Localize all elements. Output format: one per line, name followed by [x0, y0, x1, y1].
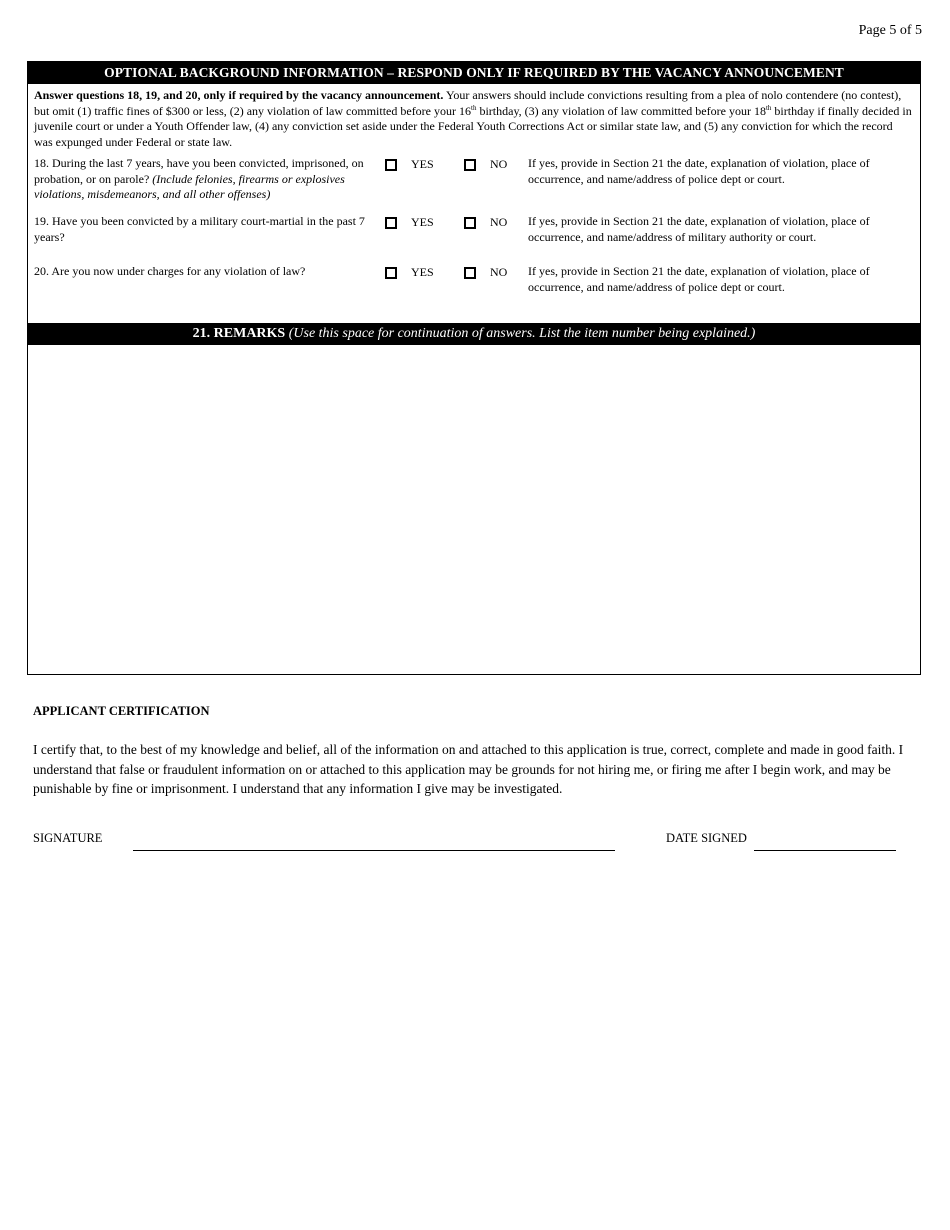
- signature-line[interactable]: [133, 850, 615, 851]
- question-18-yes-label: YES: [411, 157, 434, 172]
- instructions-text-3: birthday if finally decided in juvenile court or under a Youth Offender law, (4) any conviction set aside under the Federal Youth Corrections Act or similar state law, and (5) any conviction for which the record was expunged under Federal or state law.: [34, 103, 912, 149]
- remarks-header: [28, 323, 920, 345]
- remarks-instruction: (Use this space for continuation of answers. List the item number being explained.): [288, 326, 756, 341]
- instructions-text-2: birthday, (3) any violation of law committed before your 18: [476, 103, 766, 118]
- section-header: OPTIONAL BACKGROUND INFORMATION – RESPOND ONLY IF REQUIRED BY THE VACANCY ANNOUNCEMENT: [28, 62, 920, 84]
- question-19-no-label: NO: [490, 215, 508, 230]
- question-19-note: If yes, provide in Section 21 the date, explanation of violation, place of occurrence, and name/address of military authority or court.: [528, 214, 870, 244]
- page-number: Page 5 of 5: [858, 23, 922, 38]
- instructions-text-1: Your answers should include convictions resulting from a plea of nolo contendere (no contest), but omit (1) traffic fines of $300 or less, (2) any violation of law committed before your 16: [34, 88, 902, 118]
- date-signed-line[interactable]: [754, 850, 896, 851]
- question-19-row: [28, 214, 920, 264]
- question-19-main: 19. Have you been convicted by a military court-martial in the past 7 years?: [34, 214, 365, 244]
- instructions-bold: Answer questions 18, 19, and 20, only if required by the vacancy announcement.: [34, 88, 444, 102]
- background-info-section: [27, 61, 921, 675]
- question-19-yes-label: YES: [411, 215, 434, 230]
- question-20-yes-label: YES: [411, 265, 434, 280]
- question-20-main: 20. Are you now under charges for any violation of law?: [34, 264, 306, 279]
- instructions-paragraph: [28, 84, 920, 150]
- question-20-text: [34, 264, 376, 279]
- question-19-text: [34, 214, 376, 245]
- question-20-no-label: NO: [490, 265, 508, 280]
- question-20-no-checkbox[interactable]: [464, 267, 476, 279]
- question-18-italic: (Include felonies, firearms or explosives violations, misdemeanors, and all other offenses): [34, 171, 345, 202]
- question-18-no-checkbox[interactable]: [464, 159, 476, 171]
- question-18-main: 18. During the last 7 years, have you been convicted, imprisoned, on probation, or on parole?: [34, 156, 364, 186]
- question-18-text: [34, 156, 376, 202]
- date-signed-label: DATE SIGNED: [666, 831, 747, 845]
- question-18-note: If yes, provide in Section 21 the date, explanation of violation, place of occurrence, and name/address of police dept or court.: [528, 156, 870, 186]
- question-18-row: [28, 156, 920, 214]
- question-20-yes-checkbox[interactable]: [385, 267, 397, 279]
- certification-title: APPLICANT CERTIFICATION: [33, 704, 210, 718]
- question-20-note: If yes, provide in Section 21 the date, explanation of violation, place of occurrence, and name/address of police dept or court.: [528, 264, 870, 294]
- question-19-yes-checkbox[interactable]: [385, 217, 397, 229]
- remarks-number: 21. REMARKS: [192, 326, 286, 341]
- certification-text: I certify that, to the best of my knowledge and belief, all of the information on and attached to this application is true, correct, complete and made in good faith. I understand that false or fraudulent information on or attached to this application may be grounds for not hiring me, or firing me after I begin work, and may be punishable by fine or imprisonment. I understand that any information I give may be investigated.: [33, 742, 904, 797]
- question-20-row: [28, 264, 920, 314]
- question-18-yes-checkbox[interactable]: [385, 159, 397, 171]
- remarks-text-area[interactable]: [28, 345, 920, 674]
- question-18-no-label: NO: [490, 157, 508, 172]
- sup-th-2: th: [765, 103, 772, 112]
- sup-th-1: th: [471, 103, 477, 112]
- signature-label: SIGNATURE: [33, 831, 103, 845]
- question-19-no-checkbox[interactable]: [464, 217, 476, 229]
